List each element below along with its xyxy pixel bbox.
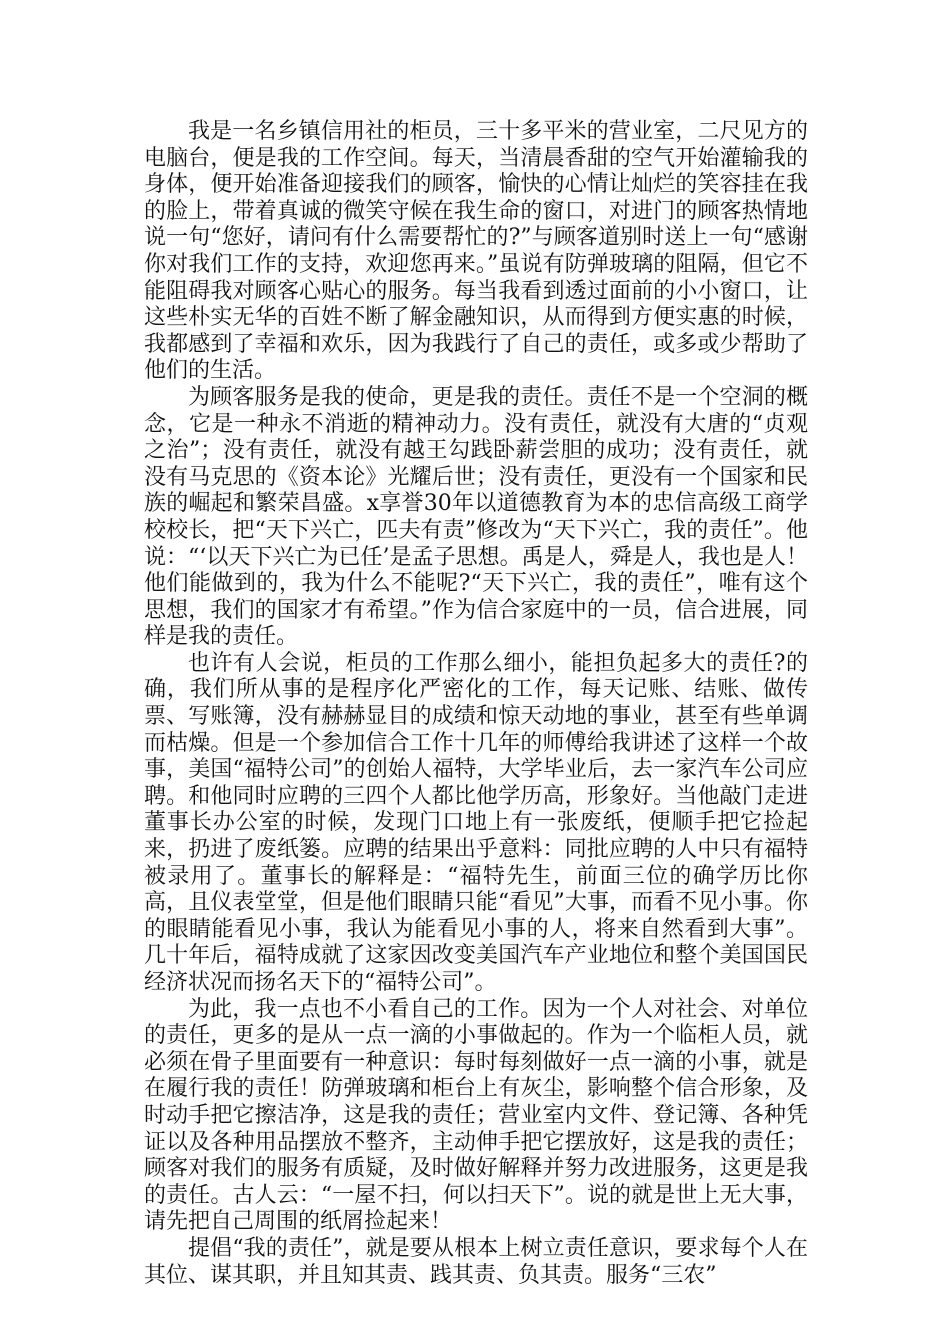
paragraph-3: 也许有人会说，柜员的工作那么细小，能担负起多大的责任?的确，我们所从事的是程序化严密化的工作，每天记账、结账、做传票、写账簿，没有赫赫显目的成绩和惊天动地的事业，甚至有些单调而枯燥。但是一个参加信合工作十几年的师傅给我讲述了这样一个故事，美国“福特公司”的创始人福特，大学毕业后，去一家汽车公司应聘。和他同时应聘的三四个人都比他学历高，形象好。当他敲门走进董事长办公室的时候，发现门口地上有一张废纸，便顺手把它捡起来，扔进了废纸篓。应聘的结果出乎意料：同批应聘的人中只有福特被录用了。董事长的解释是：“福特先生，前面三位的确学历比你高，且仪表堂堂，但是他们眼睛只能“看见”大事，而看不见小事。你的眼睛能看见小事，我认为能看见小事的人，将来自然看到大事”。几十年后，福特成就了这家因改变美国汽车产业地位和整个美国国民经济状况而扬名天下的“福特公司”。 (144, 650, 808, 995)
paragraph-2: 为顾客服务是我的使命，更是我的责任。责任不是一个空洞的概念，它是一种永不消逝的精神动力。没有责任，就没有大唐的“贞观之治”；没有责任，就没有越王勾践卧薪尝胆的成功；没有责任，就没有马克思的《资本论》光耀后世；没有责任，更没有一个国家和民族的崛起和繁荣昌盛。x享誉30年以道德教育为本的忠信高级工商学校校长，把“天下兴亡，匹夫有责”修改为“天下兴亡，我的责任”。他说：“‘以天下兴亡为已任’是孟子思想。禹是人，舜是人，我也是人！他们能做到的，我为什么不能呢?“天下兴亡，我的责任”，唯有这个思想，我们的国家才有希望。”作为信合家庭中的一员，信合进展，同样是我的责任。 (144, 384, 808, 650)
document-page (144, 119, 808, 1289)
paragraph-5: 提倡“我的责任”，就是要从根本上树立责任意识，要求每个人在其位、谋其职，并且知其责、践其责、负其责。服务“三农” (144, 1235, 808, 1288)
paragraph-1: 我是一名乡镇信用社的柜员，三十多平米的营业室，二尺见方的电脑台，便是我的工作空间。每天，当清晨香甜的空气开始灌输我的身体，便开始准备迎接我们的顾客，愉快的心情让灿烂的笑容挂在我的脸上，带着真诚的微笑守候在我生命的窗口，对进门的顾客热情地说一句“您好，请问有什么需要帮忙的?”与顾客道别时送上一句“感谢你对我们工作的支持，欢迎您再来。”虽说有防弹玻璃的阻隔，但它不能阻碍我对顾客心贴心的服务。每当我看到透过面前的小小窗口，让这些朴实无华的百姓不断了解金融知识，从而得到方便实惠的时候，我都感到了幸福和欢乐，因为我践行了自己的责任，或多或少帮助了他们的生活。 (144, 119, 808, 384)
paragraph-4: 为此，我一点也不小看自己的工作。因为一个人对社会、对单位的责任，更多的是从一点一滴的小事做起的。作为一个临柜人员，就必须在骨子里面要有一种意识：每时每刻做好一点一滴的小事，就是在履行我的责任！防弹玻璃和柜台上有灰尘，影响整个信合形象，及时动手把它擦洁净，这是我的责任；营业室内文件、登记簿、各种凭证以及各种用品摆放不整齐，主动伸手把它摆放好，这是我的责任；顾客对我们的服务有质疑，及时做好解释并努力改进服务，这更是我的责任。古人云：“一屋不扫，何以扫天下”。说的就是世上无大事，请先把自己周围的纸屑捡起来！ (144, 996, 808, 1235)
